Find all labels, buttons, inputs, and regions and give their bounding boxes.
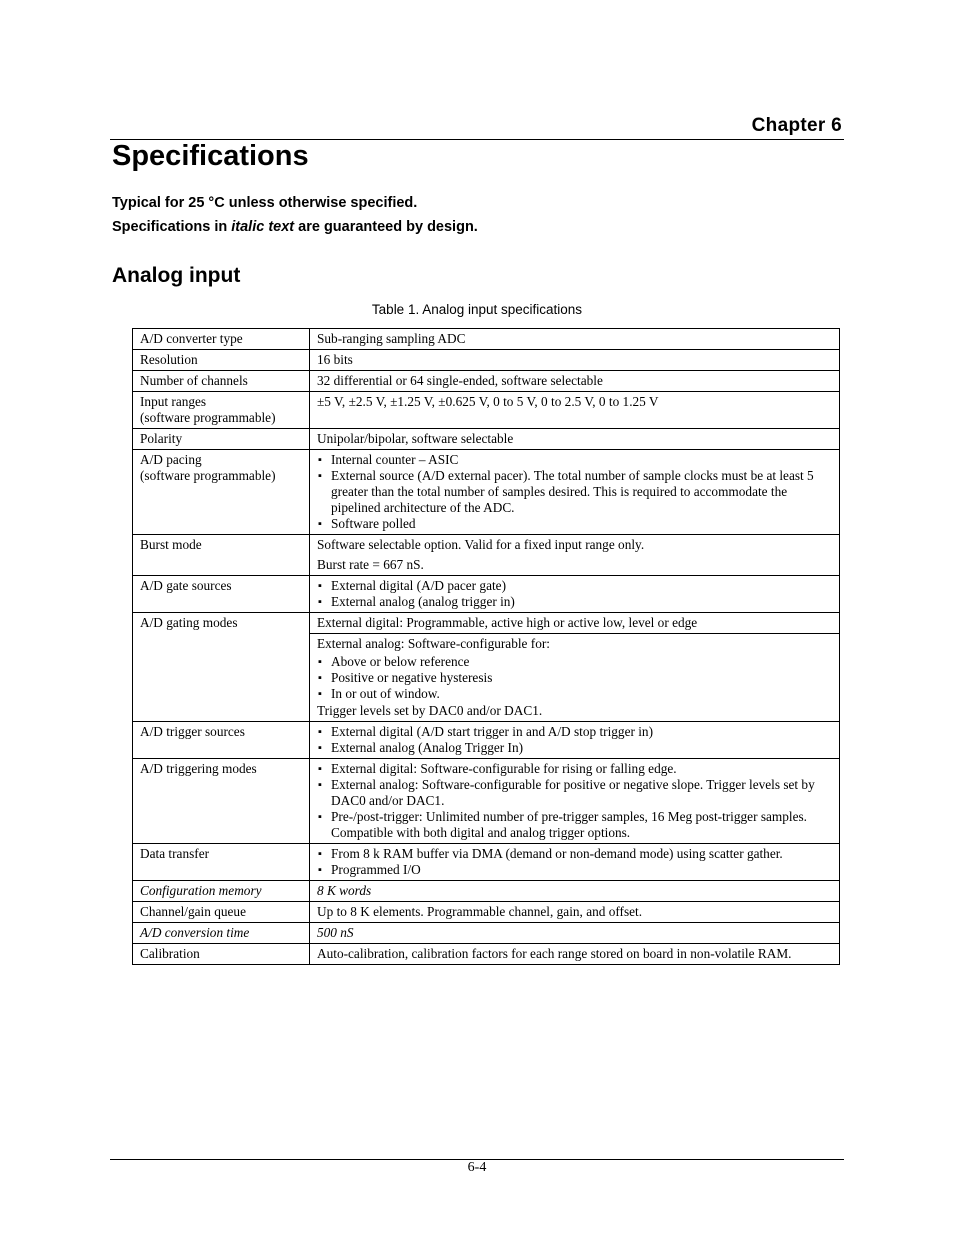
- table-row: [133, 844, 840, 881]
- table-caption: Table 1. Analog input specifications: [371, 302, 583, 317]
- param-cell: Configuration memory: [133, 881, 310, 902]
- list-item: ▪ In or out of window.: [317, 686, 832, 702]
- table-row: [133, 329, 840, 350]
- param-cell: Calibration: [133, 944, 310, 965]
- section-title: Analog input: [112, 264, 241, 287]
- page-title: Specifications: [112, 140, 309, 172]
- value-cell: [310, 535, 840, 576]
- param-cell: Number of channels: [133, 371, 310, 392]
- list-item: ▪ External digital: Software-configurable for rising or falling edge.: [317, 761, 832, 777]
- param-cell: Burst mode: [133, 535, 310, 576]
- table-row: [133, 613, 840, 634]
- value-cell: Auto-calibration, calibration factors for each range stored on board in non-volatile RAM.: [310, 944, 840, 965]
- table-row: [133, 450, 840, 535]
- value-cell: [310, 450, 840, 535]
- value-line: Software selectable option. Valid for a fixed input range only.: [317, 537, 645, 552]
- italic-note-pre: Specifications in: [112, 219, 232, 235]
- param-cell: [133, 392, 310, 429]
- list-item: ▪ Internal counter – ASIC: [317, 452, 832, 468]
- analog-input-spec-table: [132, 328, 840, 965]
- table-row: [133, 902, 840, 923]
- param-cell: A/D converter type: [133, 329, 310, 350]
- bullet-list: [317, 761, 832, 841]
- list-item: ▪ External analog (Analog Trigger In): [317, 740, 832, 756]
- table-row: [133, 429, 840, 450]
- table-row: [133, 722, 840, 759]
- italic-note: [112, 219, 478, 235]
- page-number: 6-4: [467, 1160, 487, 1175]
- value-cell: [310, 576, 840, 613]
- list-item: ▪ External digital (A/D pacer gate): [317, 578, 832, 594]
- value-cell: Sub-ranging sampling ADC: [310, 329, 840, 350]
- typical-note: Typical for 25 °C unless otherwise specified.: [112, 195, 418, 211]
- table-row: [133, 350, 840, 371]
- bullet-list: [317, 724, 832, 756]
- list-item: ▪ External digital (A/D start trigger in and A/D stop trigger in): [317, 724, 832, 740]
- value-cell: Up to 8 K elements. Programmable channel, gain, and offset.: [310, 902, 840, 923]
- param-cell: A/D gate sources: [133, 576, 310, 613]
- value-cell: 32 differential or 64 single-ended, software selectable: [310, 371, 840, 392]
- value-cell: 16 bits: [310, 350, 840, 371]
- param-sublabel: (software programmable): [140, 468, 276, 483]
- bullet-list: [317, 452, 832, 532]
- value-cell: [310, 722, 840, 759]
- value-cell: [310, 759, 840, 844]
- value-cell: External digital: Programmable, active high or active low, level or edge: [310, 613, 840, 634]
- list-item: ▪ Positive or negative hysteresis: [317, 670, 832, 686]
- list-item: ▪ External analog (analog trigger in): [317, 594, 832, 610]
- param-cell: [133, 450, 310, 535]
- italic-note-italic: italic text: [231, 219, 295, 235]
- chapter-label: Chapter 6: [751, 115, 842, 136]
- bullet-list: [317, 654, 832, 702]
- param-cell: A/D gating modes: [133, 613, 310, 722]
- param-label: Input ranges: [140, 394, 207, 409]
- table-row: [133, 392, 840, 429]
- value-cell: [310, 634, 840, 722]
- table-row: [133, 576, 840, 613]
- param-cell: Polarity: [133, 429, 310, 450]
- value-cell: Unipolar/bipolar, software selectable: [310, 429, 840, 450]
- value-cell: [310, 844, 840, 881]
- list-item: ▪ External analog: Software-configurable for positive or negative slope. Trigger levels set by DAC0 and/or DAC1.: [317, 777, 832, 809]
- param-label: A/D pacing: [140, 452, 202, 467]
- bullet-list: [317, 578, 832, 610]
- value-cell: 500 nS: [310, 923, 840, 944]
- param-cell: Resolution: [133, 350, 310, 371]
- table-row: [133, 535, 840, 576]
- param-cell: Data transfer: [133, 844, 310, 881]
- bullet-list: [317, 846, 832, 878]
- list-item: ▪ Above or below reference: [317, 654, 832, 670]
- value-line: External analog: Software-configurable for:: [317, 636, 550, 651]
- param-sublabel: (software programmable): [140, 410, 276, 425]
- param-cell: Channel/gain queue: [133, 902, 310, 923]
- value-line: Trigger levels set by DAC0 and/or DAC1.: [317, 703, 543, 718]
- param-cell: A/D trigger sources: [133, 722, 310, 759]
- value-line: Burst rate = 667 nS.: [317, 557, 424, 572]
- table-row: [133, 944, 840, 965]
- list-item: ▪ From 8 k RAM buffer via DMA (demand or non-demand mode) using scatter gather.: [317, 846, 832, 862]
- list-item: ▪ External source (A/D external pacer). The total number of sample clocks must be at least 5 greater than the total number of samples desired. This is required to accommodate the pipelined architecture of the ADC.: [317, 468, 832, 516]
- list-item: ▪ Software polled: [317, 516, 832, 532]
- list-item: ▪ Pre-/post-trigger: Unlimited number of pre-trigger samples, 16 Meg post-trigger samples. Compatible with both digital and analog trigger options.: [317, 809, 832, 841]
- param-cell: A/D conversion time: [133, 923, 310, 944]
- value-cell: ±5 V, ±2.5 V, ±1.25 V, ±0.625 V, 0 to 5 V, 0 to 2.5 V, 0 to 1.25 V: [310, 392, 840, 429]
- list-item: ▪ Programmed I/O: [317, 862, 832, 878]
- table-row: [133, 759, 840, 844]
- value-cell: 8 K words: [310, 881, 840, 902]
- table-row: [133, 881, 840, 902]
- table-row: [133, 371, 840, 392]
- param-cell: A/D triggering modes: [133, 759, 310, 844]
- table-row: [133, 923, 840, 944]
- italic-note-post: are guaranteed by design.: [294, 219, 478, 235]
